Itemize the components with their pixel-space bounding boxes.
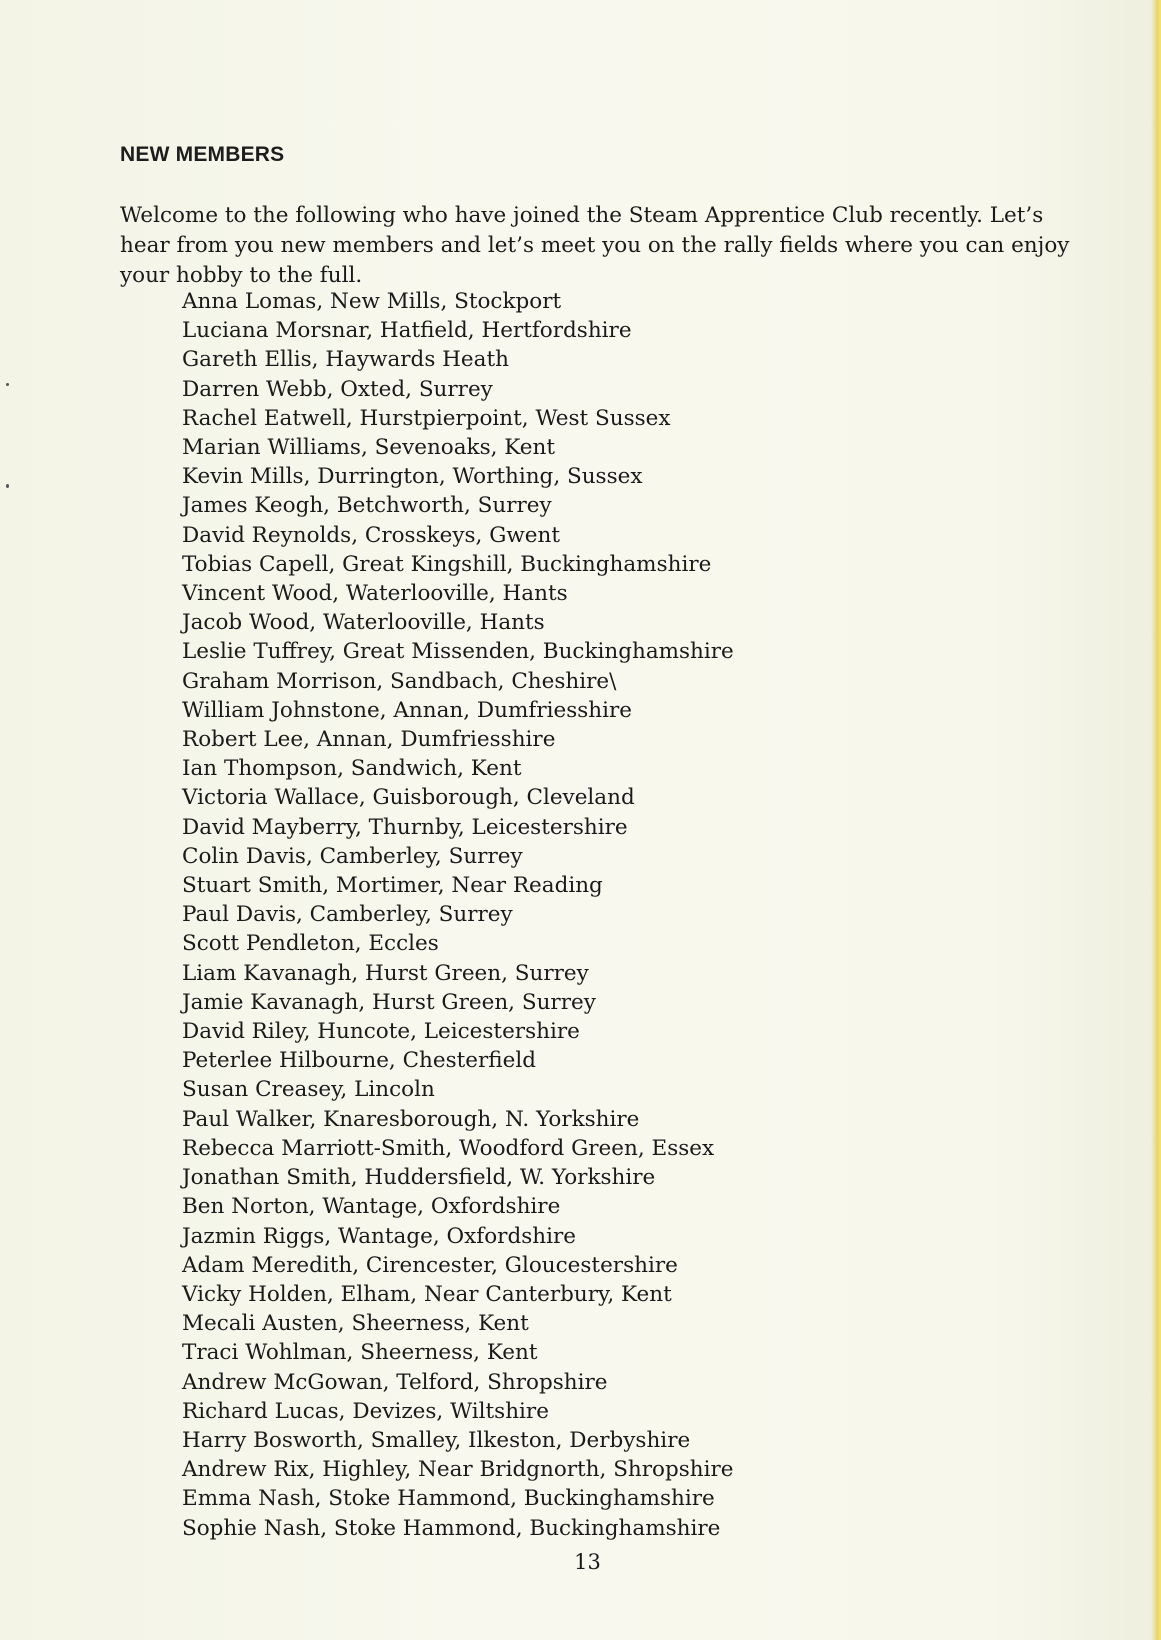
member-entry: Adam Meredith, Cirencester, Gloucestershire [182,1252,678,1278]
member-entry: Emma Nash, Stoke Hammond, Buckinghamshire [182,1486,715,1512]
member-entry: James Keogh, Betchworth, Surrey [182,493,552,519]
scan-speck [6,484,9,488]
member-entry: Ben Norton, Wantage, Oxfordshire [182,1194,561,1220]
member-entry: William Johnstone, Annan, Dumfriesshire [182,697,633,723]
member-entry: David Mayberry, Thurnby, Leicestershire [182,814,628,840]
member-entry: Marian Williams, Sevenoaks, Kent [182,435,555,461]
member-entry: Ian Thompson, Sandwich, Kent [182,756,522,782]
member-entry: David Reynolds, Crosskeys, Gwent [182,522,560,548]
intro-paragraph: Welcome to the following who have joined the Steam Apprentice Club recently. Let’s hear from you new members and let’s meet you on the rally fields where you can enjoy your hobby to the full. [120,203,1070,288]
member-entry: Victoria Wallace, Guisborough, Cleveland [182,785,635,811]
page-number: 13 [574,1550,601,1574]
member-entry: Paul Walker, Knaresborough, N. Yorkshire [182,1106,640,1132]
scan-speck [6,383,9,386]
page-edge-shadow [1151,0,1161,1640]
member-entry: Tobias Capell, Great Kingshill, Buckinghamshire [182,551,712,577]
member-entry: Gareth Ellis, Haywards Heath [182,347,509,373]
member-entry: Traci Wohlman, Sheerness, Kent [182,1340,538,1366]
member-entry: Kevin Mills, Durrington, Worthing, Sussex [182,464,643,490]
member-entry: Susan Creasey, Lincoln [182,1077,435,1103]
member-entry: Jazmin Riggs, Wantage, Oxfordshire [182,1223,576,1249]
member-entry: Colin Davis, Camberley, Surrey [182,843,523,869]
member-entry: Peterlee Hilbourne, Chesterfield [182,1048,536,1074]
section-heading: NEW MEMBERS [120,143,285,166]
member-entry: Leslie Tuffrey, Great Missenden, Buckinghamshire [182,639,734,665]
member-entry: Darren Webb, Oxted, Surrey [182,376,493,402]
member-entry: David Riley, Huncote, Leicestershire [182,1019,580,1045]
member-entry: Andrew McGowan, Telford, Shropshire [182,1369,608,1395]
member-entry: Sophie Nash, Stoke Hammond, Buckinghamshire [182,1515,721,1541]
member-entry: Vicky Holden, Elham, Near Canterbury, Kent [182,1281,672,1307]
member-entry: Jonathan Smith, Huddersfield, W. Yorkshire [182,1165,656,1191]
member-entry: Scott Pendleton, Eccles [182,931,439,957]
member-entry: Stuart Smith, Mortimer, Near Reading [182,873,603,899]
member-entry: Anna Lomas, New Mills, Stockport [182,289,562,314]
member-entry: Mecali Austen, Sheerness, Kent [182,1311,529,1337]
member-entry: Richard Lucas, Devizes, Wiltshire [182,1398,549,1424]
member-entry: Robert Lee, Annan, Dumfriesshire [182,727,556,753]
member-list [182,287,734,1543]
member-entry: Jamie Kavanagh, Hurst Green, Surrey [182,989,596,1015]
member-entry: Paul Davis, Camberley, Surrey [182,902,513,928]
member-entry: Graham Morrison, Sandbach, Cheshire\ [182,668,617,694]
member-entry: Jacob Wood, Waterlooville, Hants [182,610,545,636]
member-entry: Luciana Morsnar, Hatfield, Hertfordshire [182,318,632,344]
member-entry: Rachel Eatwell, Hurstpierpoint, West Sussex [182,405,671,431]
member-entry: Rebecca Marriott-Smith, Woodford Green, Essex [182,1135,715,1161]
member-entry: Andrew Rix, Highley, Near Bridgnorth, Shropshire [182,1457,734,1483]
member-entry: Harry Bosworth, Smalley, Ilkeston, Derbyshire [182,1427,691,1453]
member-entry: Liam Kavanagh, Hurst Green, Surrey [182,960,589,986]
member-entry: Vincent Wood, Waterlooville, Hants [182,581,568,607]
